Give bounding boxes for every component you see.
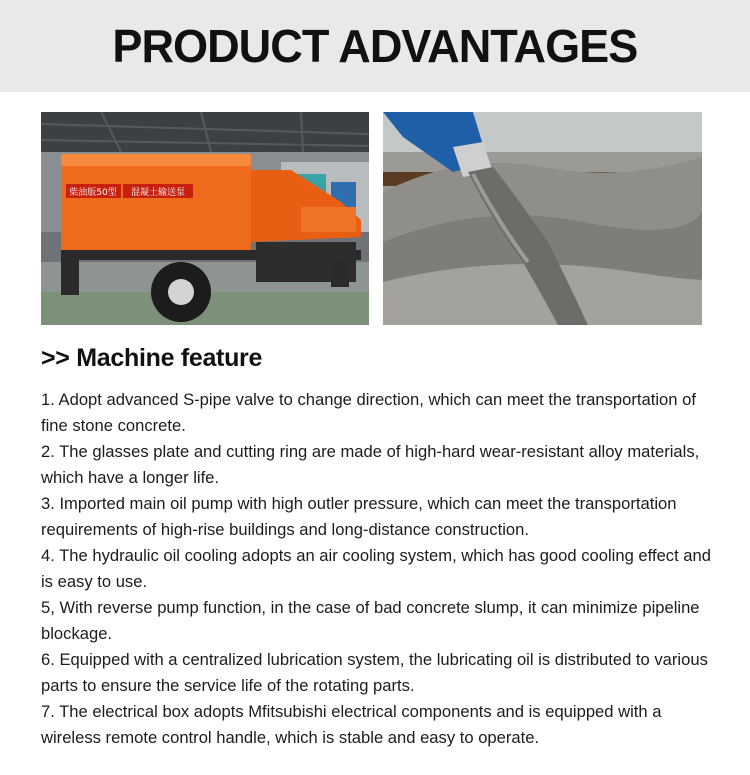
machine-photo [41, 112, 369, 325]
feature-item: 1. Adopt advanced S-pipe valve to change direction, which can meet the transportation of fine stone concrete. [41, 390, 696, 435]
page-header [0, 0, 750, 92]
feature-item: 3. Imported main oil pump with high outler pressure, which can meet the transportation requirements of high-rise buildings and long-distance construction. [41, 494, 677, 539]
machine-label-2: 混凝土输送泵 [130, 188, 186, 198]
feature-item: 4. The hydraulic oil cooling adopts an air cooling system, which has good cooling effect and is easy to use. [41, 546, 711, 591]
machine-label-1: 柴油版50型 [69, 188, 117, 198]
feature-item: 7. The electrical box adopts Mfitsubishi electrical components and is equipped with a wireless remote control handle, which is stable and easy to operate. [41, 702, 662, 747]
section-title: >> Machine feature [41, 344, 263, 372]
concrete-photo [383, 112, 702, 325]
feature-item: 6. Equipped with a centralized lubrication system, the lubricating oil is distributed to various parts to ensure the service life of the rotating parts. [41, 650, 708, 695]
feature-list [41, 387, 721, 751]
feature-item: 5, With reverse pump function, in the case of bad concrete slump, it can minimize pipeline blockage. [41, 598, 700, 643]
feature-item: 2. The glasses plate and cutting ring are made of high-hard wear-resistant alloy materials, which have a longer life. [41, 442, 700, 487]
page-title: PRODUCT ADVANTAGES [112, 20, 638, 72]
